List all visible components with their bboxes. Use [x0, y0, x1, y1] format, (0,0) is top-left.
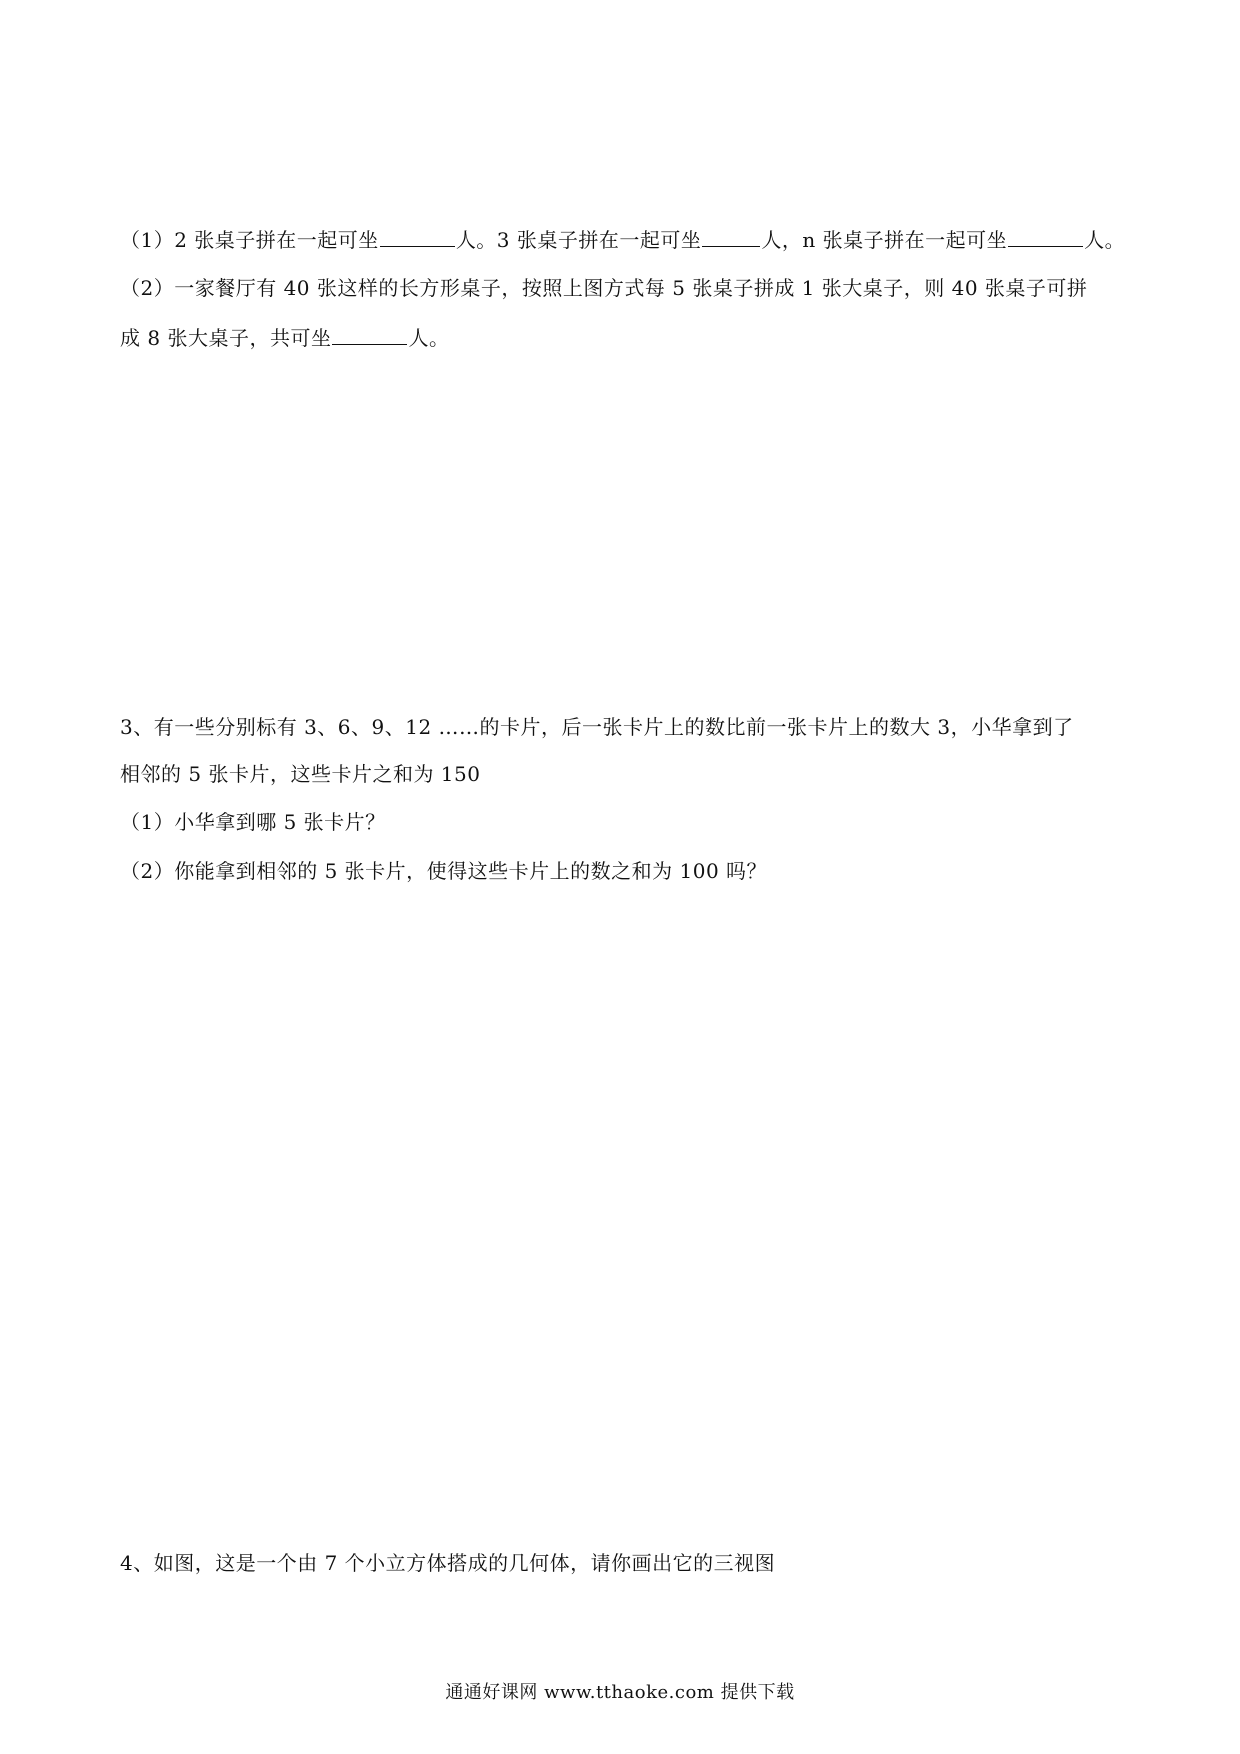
q3-sub1: （1）小华拿到哪 5 张卡片？: [120, 810, 386, 834]
answer-blank-2-tables: [380, 228, 455, 247]
q3-sub2: （2）你能拿到相邻的 5 张卡片，使得这些卡片上的数之和为 100 吗？: [120, 859, 768, 883]
q4-line1: 4、如图，这是一个由 7 个小立方体搭成的几何体，请你画出它的三视图: [120, 1551, 776, 1575]
q2-part2-line2: [120, 324, 449, 352]
q2-part1-text-d: 人。: [1084, 228, 1126, 252]
page-footer: 通通好课网 www.tthaoke.com 提供下载: [445, 1682, 795, 1703]
answer-blank-40-tables: [332, 326, 407, 345]
answer-blank-3-tables: [702, 228, 760, 247]
q2-part1-text-b: 人。3 张桌子拼在一起可坐: [455, 228, 702, 252]
q3-line2: 相邻的 5 张卡片，这些卡片之和为 150: [120, 762, 481, 786]
q2-part2-line1: （2）一家餐厅有 40 张这样的长方形桌子，按照上图方式每 5 张桌子拼成 1 张大桌子，则 40 张桌子可拼: [120, 276, 1088, 300]
answer-blank-n-tables: [1008, 228, 1083, 247]
q3-line1: 3、有一些分别标有 3、6、9、12 ……的卡片，后一张卡片上的数比前一张卡片上的数大 3，小华拿到了: [120, 715, 1074, 739]
q2-part1-text-c: 人，n 张桌子拼在一起可坐: [761, 228, 1008, 252]
q2-part1-line: [120, 226, 1125, 254]
q2-part1-text-a: （1）2 张桌子拼在一起可坐: [120, 228, 379, 252]
q2-part2-text-b: 人。: [408, 326, 450, 350]
q2-part2-text-a: 成 8 张大桌子，共可坐: [120, 326, 332, 350]
